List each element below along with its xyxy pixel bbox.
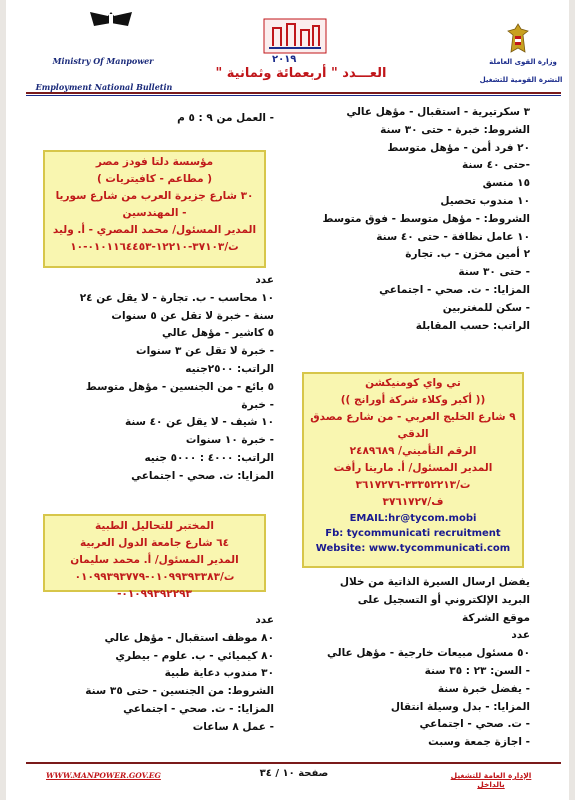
left-column-middle: [40, 272, 274, 486]
company-phone: ٠١٠٩٩٣٩٢٢٩٣-: [117, 588, 192, 600]
job-line: - خبرة لا تقل عن ٣ سنوات: [136, 345, 274, 358]
job-line: ١٠ عامل نظافة - حتى ٤٠ سنة: [376, 230, 530, 243]
job-line: - خبرة: [241, 398, 274, 411]
job-line: يفضل ارسال السيرة الذاتية من خلال: [339, 576, 530, 588]
job-line: الراتب: حسب المقابلة: [415, 319, 530, 332]
company-address: الدقي: [397, 428, 429, 440]
header-divider-blue: [26, 95, 561, 96]
job-line: ٣٠ مندوب دعاية طبية: [164, 667, 274, 680]
job-line: ٨٠ كيميائي - ب. علوم - بيطري: [115, 649, 274, 662]
company-manager: المدير المسئول/ محمد المصري - أ. وليد: [52, 224, 257, 236]
company-name: مؤسسة دلتا فودز مصر: [95, 156, 214, 168]
job-line: - يفضل خبرة سنة: [437, 682, 530, 695]
eagle-emblem-icon: [506, 22, 530, 56]
job-line: عدد: [255, 614, 274, 626]
company-address: - المهندسين: [122, 207, 187, 219]
job-line: ١٠ مندوب تحصيل: [440, 194, 530, 207]
job-line: موقع الشركة: [461, 611, 530, 624]
job-line: ٢٠ فرد أمن - مؤهل متوسط: [387, 141, 530, 154]
job-line: ٥ كاشير - مؤهل عالي: [161, 327, 274, 340]
job-line: ١٠ محاسب - ب. تجارة - لا يقل عن ٢٤: [79, 291, 274, 304]
company-phone: ت/٠١٠٩٩٣٩٣٣٨٣-٠١٠٩٩٣٩٣٧٧٩: [74, 571, 235, 583]
job-line: الراتب: ٢٥٠٠جنيه: [185, 362, 274, 375]
job-line: سنة - خبرة لا تقل عن ٥ سنوات: [111, 309, 274, 322]
company-name: المختبر للتحاليل الطبية: [95, 520, 214, 532]
job-line: ٥ بائع - من الجنسين - مؤهل متوسط: [85, 380, 274, 393]
company-address: ٦٤ شارع جامعة الدول العربية: [79, 537, 230, 549]
job-line: المزايا: - ت. صحي - اجتماعي: [379, 283, 530, 296]
company-insurance-number: الرقم التأميني/ ٢٤٨٩٦٨٩: [349, 445, 477, 457]
company-website: Website: www.tycommunicati.com: [315, 543, 511, 554]
right-column: [298, 104, 530, 335]
job-line: - اجازة جمعة وسبت: [428, 736, 530, 749]
company-box-tycom: [302, 372, 524, 568]
company-tagline: (( أكبر وكلاء شركة أورانج )): [340, 394, 486, 406]
footer-org: الإدارة العامة للتشغيل بالداخل: [450, 771, 532, 789]
issue-year: ٢٠١٩: [272, 54, 297, 65]
job-line: ٥٠ مسئول مبيعات خارجية - مؤهل عالي: [327, 647, 530, 660]
job-line: المزايا: ت. صحي - اجتماعي: [131, 469, 274, 482]
job-line: البريد الإلكتروني أو التسجيل على: [357, 593, 530, 606]
company-address: ٣٠ شارع جزيرة العرب من شارع سوريا: [55, 190, 254, 202]
issue-number: العـــدد " أربعمائة وثمانية ": [215, 66, 387, 81]
job-line: عدد: [511, 629, 530, 642]
job-line: - عمل ٨ ساعات: [192, 720, 274, 733]
company-box-delta-foods: [43, 150, 266, 268]
left-column-top: [40, 110, 274, 128]
footer-website: WWW.MANPOWER.GOV.EG: [46, 771, 161, 780]
company-fax: ف/٣٧٦١٧٢٧: [382, 496, 444, 508]
job-line: - حتى ٣٠ سنة: [458, 266, 530, 279]
footer-page-number: صفحة ١٠ / ٣٤: [259, 768, 329, 779]
ministry-logo-icon: [88, 8, 134, 30]
job-line: المزايا: - ت. صحي - اجتماعي: [123, 702, 274, 715]
company-manager: المدير المسئول/ أ. محمد سليمان: [70, 554, 239, 566]
job-line: الراتب: ٤٠٠٠ : ٥٠٠٠ جنيه: [144, 451, 274, 464]
job-line: - سكن للمغتربين: [442, 301, 530, 314]
header-divider: [26, 92, 561, 94]
company-box-lab: [43, 514, 266, 600]
job-line: - السن: ٢٣ : ٣٥ سنة: [424, 664, 530, 677]
job-line: ١٠ شيف - لا يقل عن ٤٠ سنة: [124, 416, 274, 429]
company-name: تي واي كومنيكشن: [365, 377, 461, 389]
job-line: الشروط: خبرة - حتى ٣٠ سنة: [380, 123, 530, 136]
job-line: عدد: [255, 274, 274, 286]
job-line: - خبرة ١٠ سنوات: [185, 434, 274, 447]
bulletin-name-ar: النشرة القومية للتشغيل: [479, 76, 563, 84]
job-line: ٨٠ موظف استقبال - مؤهل عالي: [104, 631, 274, 644]
bulletin-emblem-icon: [263, 18, 327, 54]
bulletin-name-en: Employment National Bulletin: [35, 82, 173, 92]
job-line: -حتى ٤٠ سنة: [462, 159, 530, 172]
job-line: - العمل من ٩ : ٥ م: [177, 112, 274, 124]
company-tagline: ( مطاعم - كافيتريات ): [96, 173, 213, 185]
job-line: الشروط: من الجنسين - حتى ٣٥ سنة: [85, 685, 274, 698]
job-line: ١٥ منسق: [482, 177, 530, 190]
company-facebook: Fb: tycommunicati recruitment: [325, 528, 501, 539]
footer-divider: [26, 762, 561, 764]
right-column-lower: [298, 574, 530, 752]
job-line: - ت. صحي - اجتماعي: [419, 718, 530, 731]
ministry-name-ar: وزارة القوى العاملة: [489, 58, 557, 66]
job-line: ٣ سكرتيرية - استقبال - مؤهل عالي: [346, 106, 530, 118]
company-address: ٩ شارع الخليج العربي - من شارع مصدق: [310, 411, 516, 423]
job-line: ٢ أمين مخزن - ب. تجارة: [405, 248, 530, 261]
company-phone: ت/٣٣٣٥٢٢١٣-٣٦١٧٢٧٦: [355, 479, 471, 491]
company-manager: المدير المسئول/ أ. مارينا رأفت: [333, 462, 493, 474]
job-line: المزايا: - بدل وسيلة انتقال: [390, 700, 530, 713]
company-email: EMAIL:hr@tycom.mobi: [349, 513, 477, 524]
ministry-name-en: Ministry Of Manpower: [52, 56, 154, 66]
left-column-lower: [40, 612, 274, 737]
company-phone: ت/٣٧١٠٣-١٢٢١٠-٠١٠١١٦٤٤٥٣-١٠: [70, 241, 239, 253]
job-line: الشروط: - مؤهل متوسط - فوق متوسط: [322, 212, 530, 225]
